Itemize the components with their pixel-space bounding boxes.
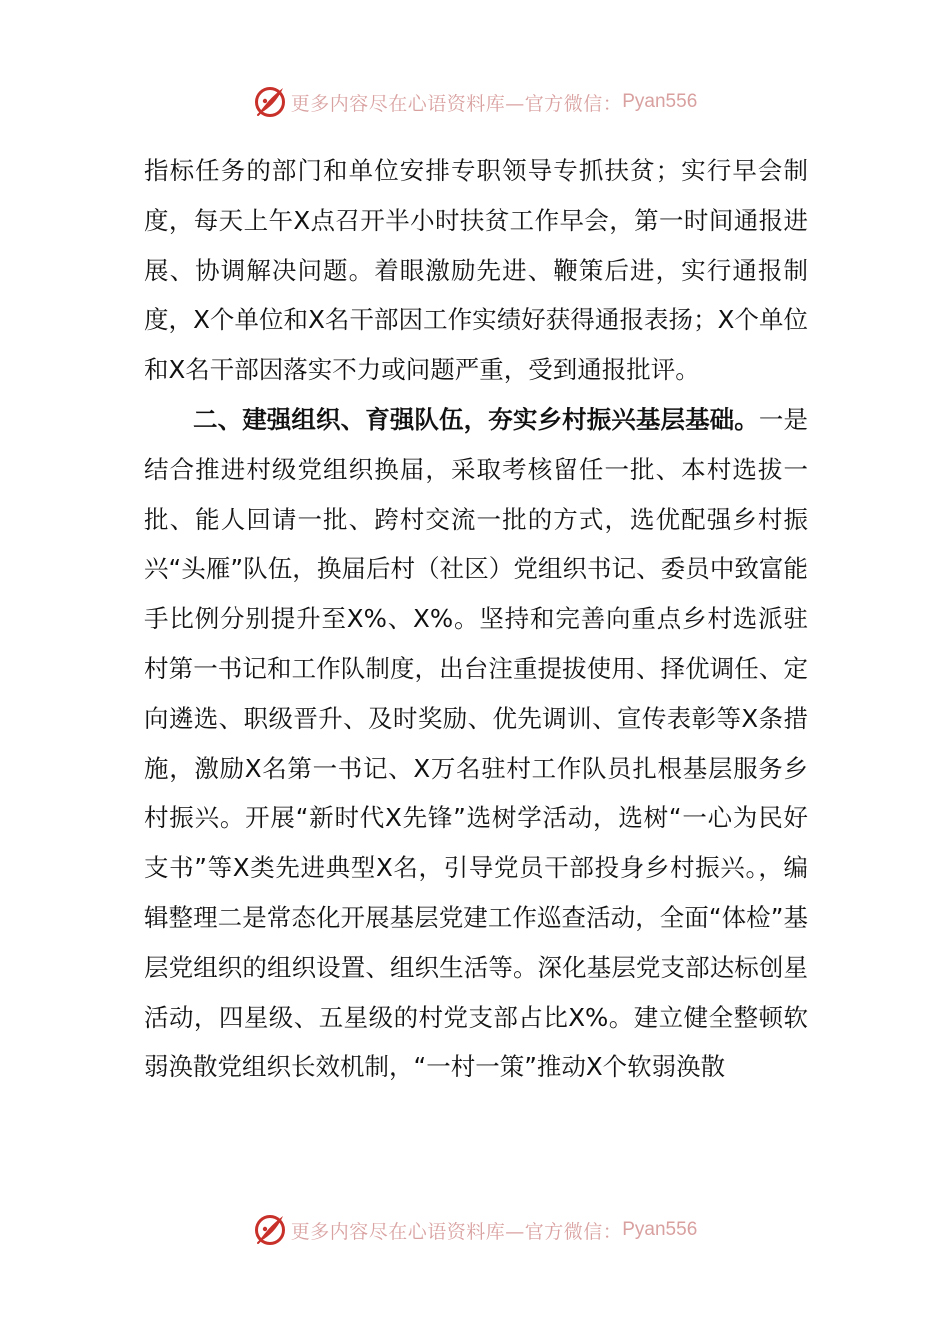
footer-wechat-id: Pyan556 (622, 1219, 698, 1240)
footer-watermark (0, 1210, 950, 1250)
document-body (144, 146, 808, 1092)
header-wechat-id: Pyan556 (622, 91, 698, 112)
paragraph-1: 指标任务的部门和单位安排专职领导专抓扶贫；实行早会制度，每天上午X点召开半小时扶贫工作早会，第一时间通报进展、协调解决问题。着眼激励先进、鞭策后进，实行通报制度，X个单位和X名干部因工作实绩好获得通报表扬；X个单位和X名干部因落实不力或问题严重，受到通报批评。 (144, 156, 808, 385)
quill-pen-logo-icon (253, 85, 287, 119)
section-2-text: 一是结合推进村级党组织换届，采取考核留任一批、本村选拔一批、能人回请一批、跨村交流一批的方式，选优配强乡村振兴“头雁”队伍，换届后村（社区）党组织书记、委员中致富能手比例分别提升至X%、X%。坚持和完善向重点乡村选派驻村第一书记和工作队制度，出台注重提拔使用、择优调任、定向遴选、职级晋升、及时奖励、优先调训、宣传表彰等X条措施，激励X名第一书记、X万名驻村工作队员扎根基层服务乡村振兴。开展“新时代X先锋”选树学活动，选树“一心为民好支书”等X类先进典型X名，引导党员干部投身乡村振兴。，编辑整理二是常态化开展基层党建工作巡查活动，全面“体检”基层党组织的组织设置、组织生活等。深化基层党支部达标创星活动，四星级、五星级的村党支部占比X%。建立健全整顿软弱涣散党组织长效机制，“一村一策”推动X个软弱涣散 (144, 404, 809, 1082)
header-watermark-text: 更多内容尽在心语资料库—官方微信： (290, 92, 623, 115)
quill-pen-logo-icon (253, 1213, 287, 1247)
header-watermark (0, 82, 950, 122)
paragraph-section-2 (144, 395, 808, 1092)
footer-watermark-text: 更多内容尽在心语资料库—官方微信： (290, 1220, 623, 1243)
section-2-heading: 二、建强组织、育强队伍，夯实乡村振兴基层基础。 (193, 404, 759, 434)
